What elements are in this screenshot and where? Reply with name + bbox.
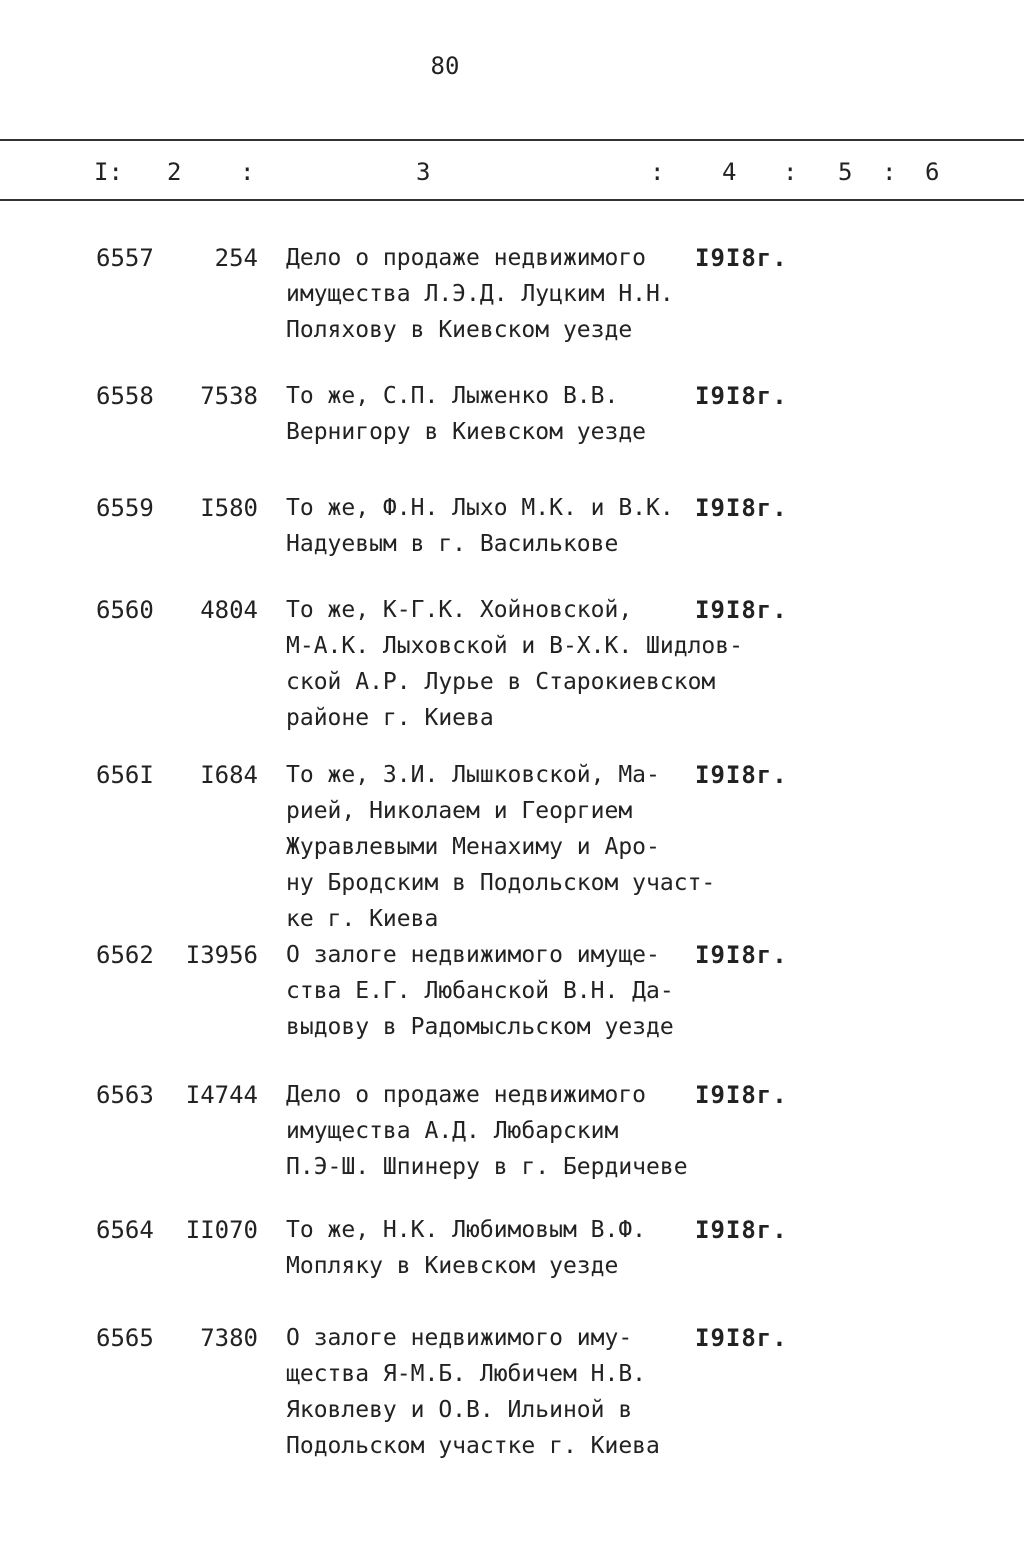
entry-description-line: Яковлеву и О.В. Ильиной в	[286, 1397, 633, 1423]
entry-year: I9I8г.	[695, 494, 788, 522]
entry-number: 6559	[96, 494, 154, 522]
entry-description-line: Журавлевыми Менахиму и Аро-	[286, 834, 660, 860]
entry-description-line: Дело о продаже недвижимого	[286, 245, 647, 271]
entry-description-line: ства Е.Г. Любанской В.Н. Да-	[286, 978, 674, 1004]
entry-description	[286, 757, 716, 937]
entry-description-line: имущества Л.Э.Д. Луцким Н.Н.	[286, 281, 674, 307]
entry-year: I9I8г.	[695, 1081, 788, 1109]
entry-sheet: I3956	[185, 941, 258, 969]
entry-description	[286, 937, 706, 1045]
entry-sheet: 7538	[200, 382, 258, 410]
entry-description-line: Надуевым в г. Василькове	[286, 531, 619, 557]
entry-description-line: О залоге недвижимого имуще-	[286, 942, 660, 968]
entry-year: I9I8г.	[695, 1324, 788, 1352]
entry-description-line: рией, Николаем и Георгием	[286, 798, 633, 824]
column-header-6: 6	[925, 158, 940, 186]
entry-description	[286, 378, 706, 450]
entry-description-line: То же, С.П. Лыженко В.В.	[286, 383, 619, 409]
entry-description-line: Дело о продаже недвижимого	[286, 1082, 647, 1108]
entry-description	[286, 1077, 706, 1185]
entry-sheet: 4804	[200, 596, 258, 624]
column-header-3: 3	[416, 158, 431, 186]
entry-description-line: Вернигору в Киевском уезде	[286, 419, 647, 445]
entry-year: I9I8г.	[695, 941, 788, 969]
entry-sheet: II070	[185, 1216, 258, 1244]
column-separator: :	[783, 158, 798, 186]
entry-number: 6565	[96, 1324, 154, 1352]
header-rule-bottom	[0, 199, 1024, 201]
entry-sheet: I580	[200, 494, 258, 522]
entry-description-line: То же, З.И. Лышковской, Ма-	[286, 762, 660, 788]
entry-year: I9I8г.	[695, 761, 788, 789]
entry-year: I9I8г.	[695, 1216, 788, 1244]
column-separator: :	[650, 158, 665, 186]
entry-description-line: М-А.К. Лыховской и В-Х.К. Шидлов-	[286, 633, 743, 659]
column-separator: :	[240, 158, 255, 186]
entry-number: 6560	[96, 596, 154, 624]
entry-sheet: I684	[200, 761, 258, 789]
entry-description	[286, 1212, 706, 1284]
column-header-1: I:	[94, 158, 123, 186]
entry-description-line: П.Э-Ш. Шпинеру в г. Бердичеве	[286, 1154, 688, 1180]
entry-description	[286, 240, 706, 348]
entry-number: 6564	[96, 1216, 154, 1244]
entry-sheet: 7380	[200, 1324, 258, 1352]
entry-description-line: имущества А.Д. Любарским	[286, 1118, 619, 1144]
entry-number: 656I	[96, 761, 154, 789]
page-number: 80	[430, 52, 460, 80]
column-separator: :	[882, 158, 897, 186]
entry-description-line: То же, К-Г.К. Хойновской,	[286, 597, 633, 623]
entry-number: 6563	[96, 1081, 154, 1109]
entry-number: 6562	[96, 941, 154, 969]
entry-description-line: выдову в Радомысльском уезде	[286, 1014, 674, 1040]
entry-description-line: Мопляку в Киевском уезде	[286, 1253, 619, 1279]
column-header-4: 4	[722, 158, 737, 186]
entry-year: I9I8г.	[695, 382, 788, 410]
entry-description-line: Подольском участке г. Киева	[286, 1433, 660, 1459]
entry-description-line: О залоге недвижимого иму-	[286, 1325, 633, 1351]
entry-description-line: То же, Н.К. Любимовым В.Ф.	[286, 1217, 647, 1243]
entry-number: 6557	[96, 244, 154, 272]
entry-number: 6558	[96, 382, 154, 410]
entry-description-line: Поляхову в Киевском уезде	[286, 317, 633, 343]
column-header-2: 2	[167, 158, 182, 186]
entry-description	[286, 490, 706, 562]
header-rule-top	[0, 139, 1024, 141]
entry-year: I9I8г.	[695, 244, 788, 272]
entry-sheet: 254	[214, 244, 258, 272]
entry-description-line: ну Бродским в Подольском участ-	[286, 870, 716, 896]
column-header-5: 5	[838, 158, 853, 186]
entry-description-line: ской А.Р. Лурье в Старокиевском	[286, 669, 716, 695]
entry-description-line: То же, Ф.Н. Лыхо М.К. и В.К.	[286, 495, 674, 521]
entry-description-line: районе г. Киева	[286, 705, 494, 731]
entry-year: I9I8г.	[695, 596, 788, 624]
entry-sheet: I4744	[185, 1081, 258, 1109]
entry-description-line: щества Я-М.Б. Любичем Н.В.	[286, 1361, 647, 1387]
entry-description-line: ке г. Киева	[286, 906, 439, 932]
entry-description	[286, 1320, 706, 1464]
